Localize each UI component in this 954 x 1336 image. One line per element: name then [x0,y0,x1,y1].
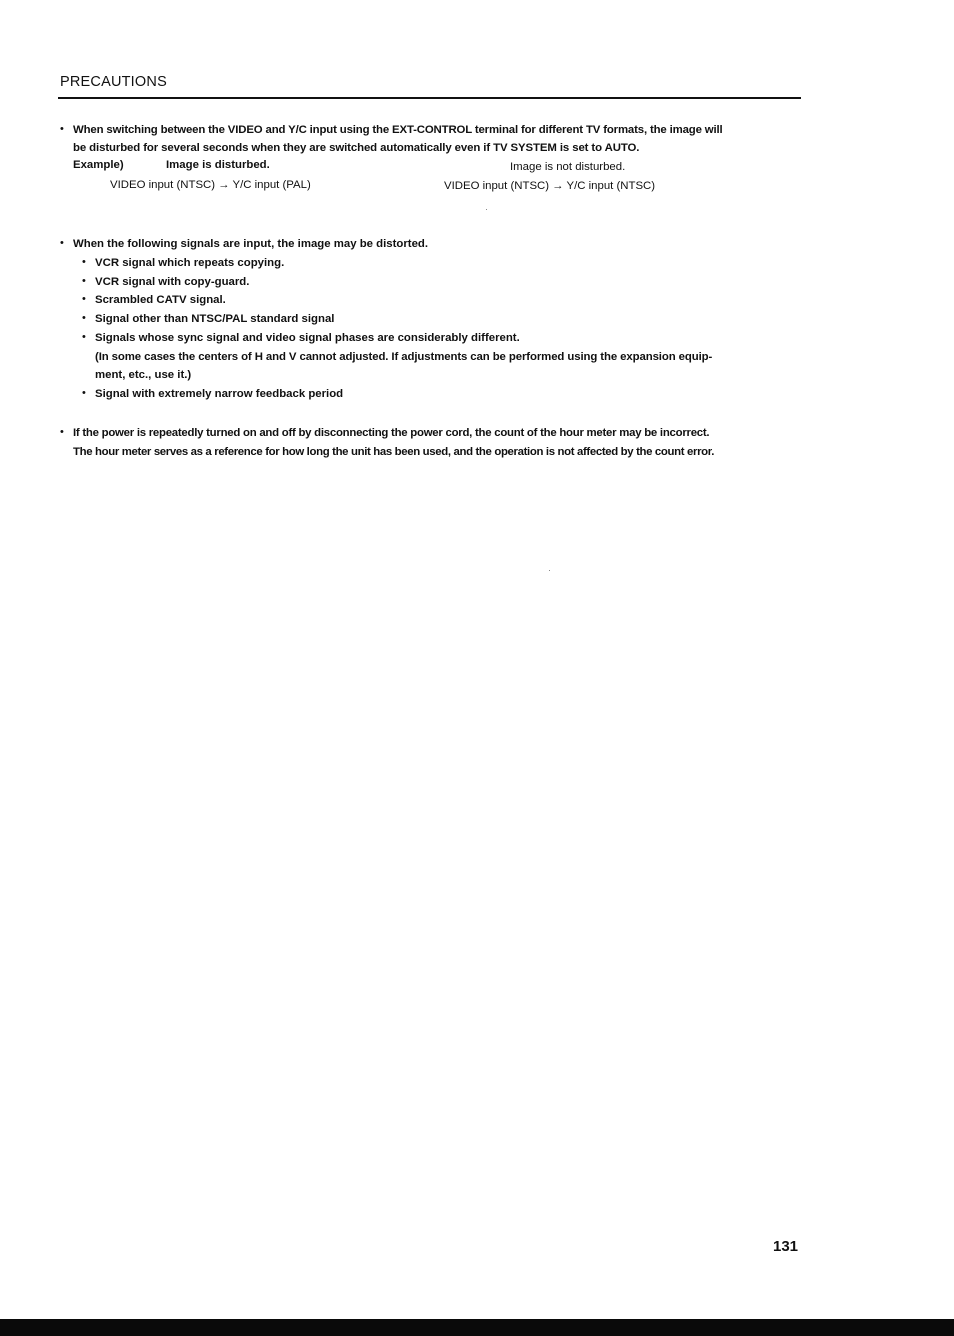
section3-line1: If the power is repeatedly turned on and off by disconnecting the power cord, the count of the hour meter may be incorrect. [73,427,710,439]
section1-line1: When switching between the VIDEO and Y/C input using the EXT-CONTROL terminal for different TV formats, the image will [73,124,723,136]
scan-speck [549,570,550,571]
example-right-flow [444,179,655,193]
section2-bullet: • [60,237,64,249]
page-number: 131 [773,1238,799,1255]
list-item: Signal with extremely narrow feedback period [95,388,344,400]
list-item: VCR signal which repeats copying. [95,257,285,269]
example-left-flow [110,178,311,192]
section2-note-line2: ment, etc., use it.) [95,369,192,381]
left-from-text: VIDEO input (NTSC) [110,179,216,191]
sub-bullet: • [82,275,86,287]
section2-note-line1: (In some cases the centers of H and V cannot adjusted. If adjustments can be performed using the expansion equip- [95,351,713,363]
list-item: Signal other than NTSC/PAL standard signal [95,313,335,325]
right-arrow-icon: → [218,179,230,191]
sub-bullet: • [82,331,86,343]
right-arrow-icon: → [552,180,564,192]
section2-intro: When the following signals are input, the image may be distorted. [73,238,429,250]
example-left-caption: Image is disturbed. [166,159,270,171]
sub-bullet: • [82,256,86,268]
right-from-text: VIDEO input (NTSC) [444,180,550,192]
section1-bullet: • [60,123,64,135]
right-to-text: Y/C input (NTSC) [566,180,656,192]
list-item: VCR signal with copy-guard. [95,276,250,288]
example-label: Example) [73,159,124,171]
sub-bullet: • [82,387,86,399]
scan-speck [486,209,487,210]
page-title: PRECAUTIONS [60,74,167,90]
sub-bullet: • [82,293,86,305]
left-to-text: Y/C input (PAL) [232,179,311,191]
section3-line2: The hour meter serves as a reference for how long the unit has been used, and the operation is not affected by the count error. [73,446,715,458]
sub-bullet: • [82,312,86,324]
section3-bullet: • [60,426,64,438]
section1-line2: be disturbed for several seconds when they are switched automatically even if TV SYSTEM is set to AUTO. [73,142,640,154]
example-right-caption: Image is not disturbed. [510,161,626,173]
list-item: Signals whose sync signal and video signal phases are considerably different. [95,332,520,344]
list-item: Scrambled CATV signal. [95,294,226,306]
scan-bottom-edge [0,1319,954,1336]
header-divider [58,97,801,99]
